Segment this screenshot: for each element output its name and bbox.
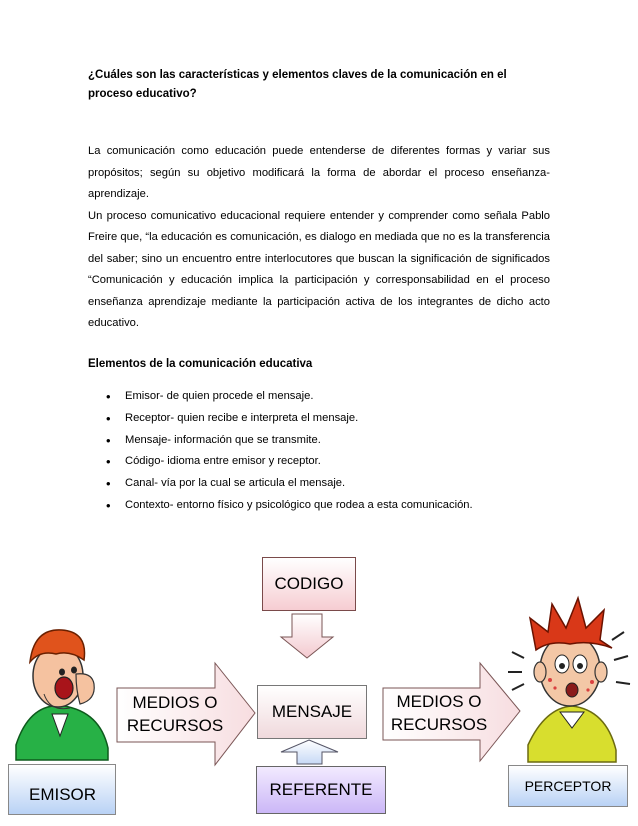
emisor-box: [8, 764, 116, 815]
list-item: • Contexto- entorno físico y psicológico que rodea a esta comunicación.: [88, 495, 473, 517]
list-item: • Receptor- quien recibe e interpreta el mensaje.: [88, 408, 473, 430]
medios-left-line-1: MEDIOS O: [132, 693, 218, 712]
paragraph-1: La comunicación como educación puede entenderse de diferentes formas y variar sus propósitos; según su objetivo modificará la forma de abordar el proceso enseñanza-aprendizaje.: [88, 145, 550, 200]
medios-left-line-2: RECURSOS: [126, 716, 224, 735]
referente-box: REFERENTE: [256, 766, 386, 814]
codigo-box: CODIGO: [262, 557, 356, 611]
list-item: • Mensaje- información que se transmite.: [88, 430, 473, 452]
medios-right-line-1: MEDIOS O: [396, 692, 482, 711]
perceptor-box: PERCEPTOR: [508, 765, 628, 807]
down-arrow-icon: [281, 614, 333, 658]
medios-left-label: [122, 691, 228, 737]
mensaje-box: MENSAJE: [257, 685, 367, 739]
surprised-boy-icon: [508, 598, 630, 762]
medios-right-line-2: RECURSOS: [390, 715, 488, 734]
up-arrow-icon: [281, 740, 338, 764]
list-item: • Canal- vía por la cual se articula el mensaje.: [88, 473, 473, 495]
medios-right-label: [386, 690, 492, 736]
shouting-boy-icon: [16, 630, 108, 760]
elements-heading: Elementos de la comunicación educativa: [88, 358, 313, 370]
question-heading: ¿Cuáles son las características y elementos claves de la comunicación en el proceso educativo?: [88, 69, 507, 100]
paragraph-2: Un proceso comunicativo educacional requiere entender y comprender como señala Pablo Freire que, “la educación es comunicación, es dialogo en mediada que no es la transferencia del saber; sino un encuentro entre interlocutores que buscan la significación de significados “Comunicación y educación implica la participación y corresponsabilidad en el proceso enseñanza aprendizaje mediante la participación activa de los integrantes de dicho acto educativo.: [88, 209, 550, 329]
emisor-label: EMISOR: [29, 785, 97, 804]
list-item: • Emisor- de quien procede el mensaje.: [88, 386, 473, 408]
list-item: • Código- idioma entre emisor y receptor.: [88, 451, 473, 473]
